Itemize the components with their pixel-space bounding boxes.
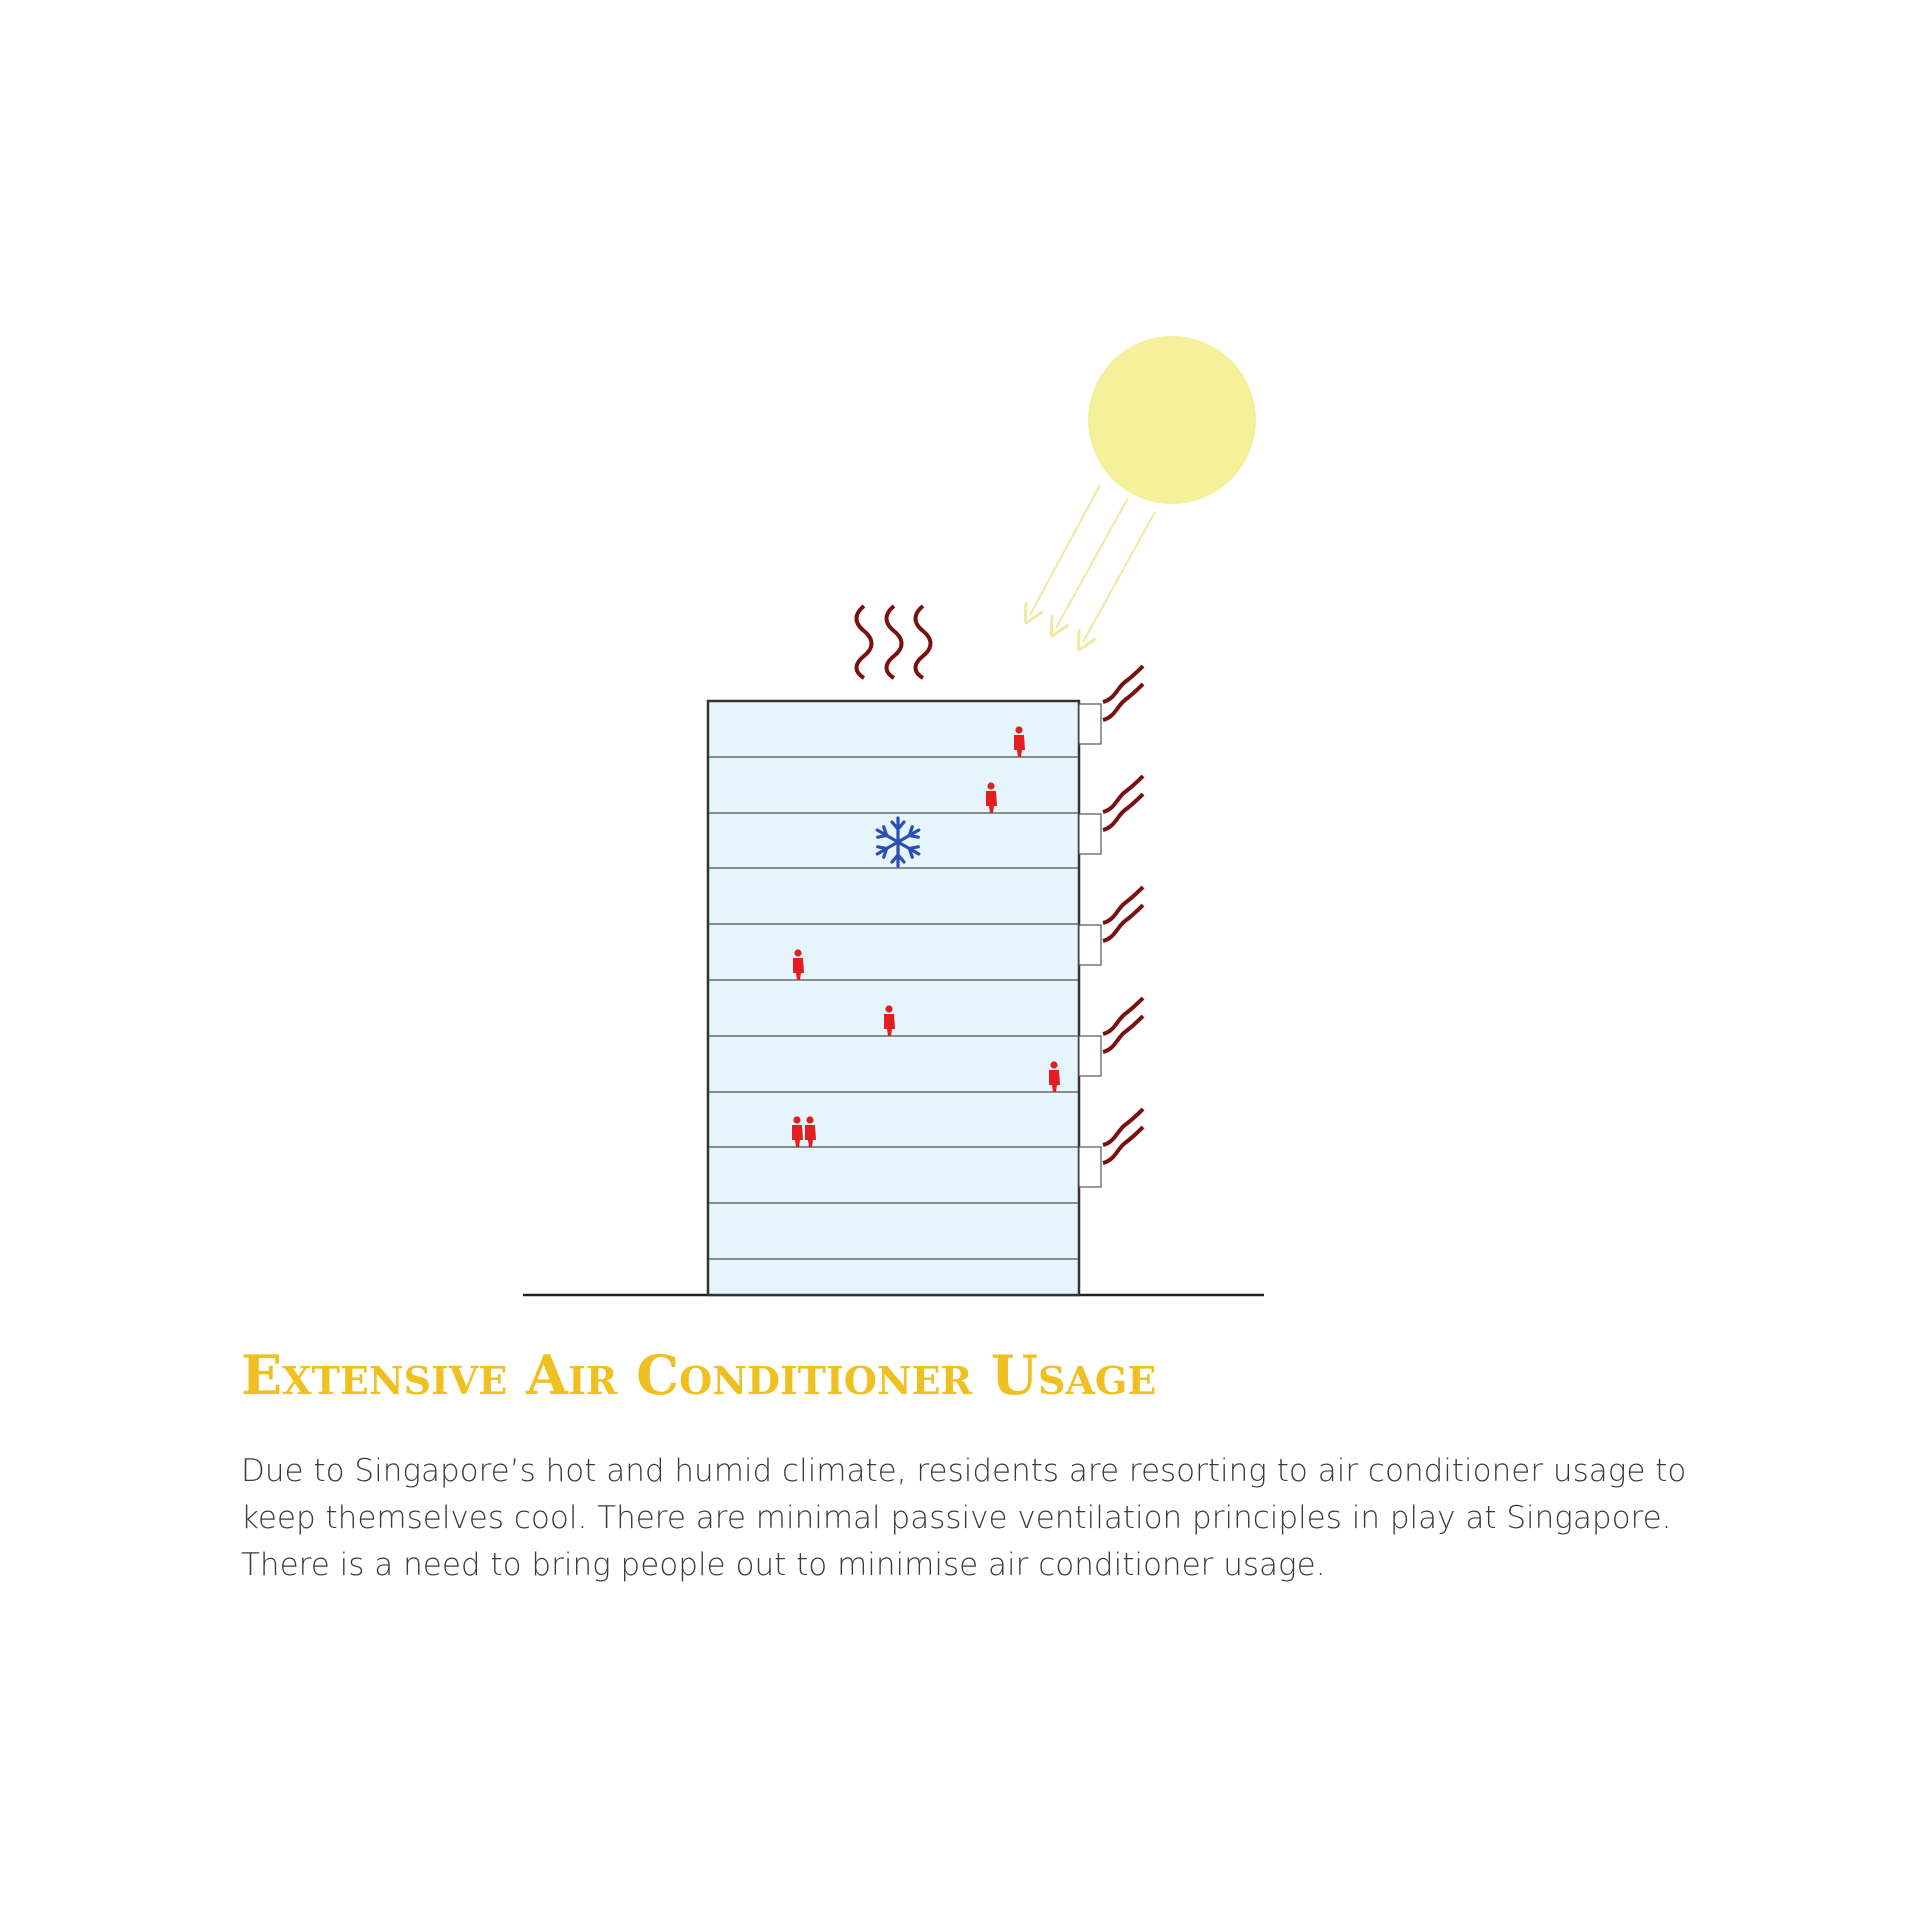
sun-ray: [1030, 485, 1100, 615]
heat-wave-icon: [1103, 998, 1143, 1034]
ac-unit-icon: [1079, 704, 1101, 744]
sun-ray: [1083, 512, 1155, 642]
paragraph-line: There is a need to bring people out to minimise air conditioner usage.: [241, 1547, 1326, 1583]
heat-wave-icon: [1103, 887, 1143, 923]
ac-unit-icon: [1079, 1147, 1101, 1187]
building-body: [708, 701, 1079, 1295]
heat-wave-icon: [1103, 905, 1143, 941]
heat-wave-icon: [1103, 1127, 1143, 1163]
description-paragraph: [241, 1448, 1741, 1589]
heat-wave-icon: [1103, 684, 1143, 720]
heat-wave-icon: [1103, 776, 1143, 812]
paragraph-line: keep themselves cool. There are minimal passive ventilation principles in play at Singapore.: [241, 1500, 1672, 1536]
ac-heat-waves: [1103, 666, 1143, 1163]
heat-wave-icon: [1103, 1109, 1143, 1145]
ac-units: [1079, 704, 1101, 1187]
ac-unit-icon: [1079, 925, 1101, 965]
heat-wave-icon: [857, 606, 872, 678]
roof-heat-waves: [857, 606, 931, 678]
heat-wave-icon: [887, 606, 902, 678]
sun-ray: [1056, 498, 1128, 628]
paragraph-line: Due to Singapore’s hot and humid climate, residents are resorting to air conditioner usage to: [241, 1453, 1687, 1489]
heat-wave-icon: [1103, 666, 1143, 702]
diagram-title: Extensive Air Conditioner Usage: [241, 1343, 1157, 1407]
heat-wave-icon: [1103, 794, 1143, 830]
heat-wave-icon: [1103, 1016, 1143, 1052]
sun-rays: [1030, 485, 1155, 642]
building: [708, 701, 1079, 1295]
sun-icon: [1088, 336, 1256, 504]
heat-wave-icon: [916, 606, 931, 678]
ac-unit-icon: [1079, 1036, 1101, 1076]
ac-unit-icon: [1079, 814, 1101, 854]
